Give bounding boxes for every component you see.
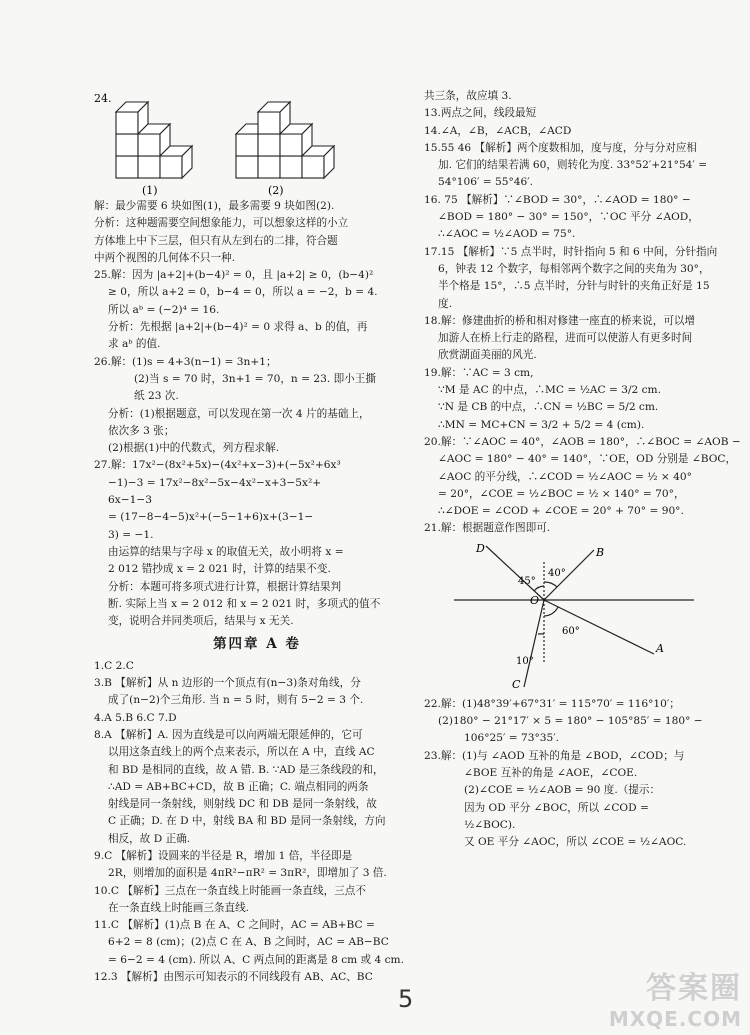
answer-line: 加游人在桥上行走的路程，进而可以使游人有更多时间 bbox=[438, 332, 693, 345]
answer-line: 14.∠A，∠B，∠ACB，∠ACD bbox=[424, 124, 572, 137]
answer-line: C 正确；D. 在 D 中，射线 BA 和 BD 是同一条射线，方向 bbox=[108, 815, 386, 828]
answer-line: ∴AD = AB+BC+CD，故 B 正确；C. 端点相同的两条 bbox=[108, 780, 369, 793]
answer-line: 欣赏湖面美丽的风光. bbox=[438, 349, 537, 362]
answer-line: ∴∠DOE = ∠COD + ∠COE = 20° + 70° = 90°. bbox=[438, 505, 684, 518]
angle-60-label: 60° bbox=[562, 625, 580, 637]
answer-line: (2)∠COE = ½∠AOB = 90 度.（提示： bbox=[464, 784, 661, 797]
chapter-heading: 第四章 A 卷 bbox=[213, 636, 301, 653]
point-O: O bbox=[530, 593, 540, 607]
point-A: A bbox=[656, 641, 664, 655]
answer-line: 共三条，故应填 3. bbox=[424, 90, 512, 102]
answer-line: 加. 它们的结果若满 60，则转化为度. 33°52′+21°54′ = bbox=[438, 159, 708, 172]
answer-line: (2)当 s = 70 时，3n+1 = 70，n = 23. 即小王撕 bbox=[134, 372, 376, 385]
answer-line: 断. 实际上当 x = 2 012 和 x = 2 021 时，多项式的值不 bbox=[108, 597, 381, 610]
answer-line: 以用这条直线上的两个点来表示，所以在 A 中，直线 AC bbox=[108, 746, 375, 759]
answer-line: 所以 aᵇ = (−2)⁴ = 16. bbox=[108, 303, 220, 316]
point-B: B bbox=[596, 545, 605, 559]
answer-line: 相反，故 D 正确. bbox=[108, 832, 191, 845]
answer-line: 在一条直线上时能画三条直线. bbox=[108, 901, 250, 914]
answer-line: 纸 23 次. bbox=[134, 390, 179, 403]
answer-line: 22.解：(1)48°39′+67°31′ = 115°70′ = 116°10′； bbox=[424, 697, 680, 710]
point-C: C bbox=[512, 677, 521, 691]
cube-figure-1 bbox=[116, 102, 192, 178]
answer-line: 6，钟表 12 个数字，每相邻两个数字之间的夹角为 30°， bbox=[438, 262, 710, 275]
watermark-logo bbox=[609, 963, 742, 1031]
answer-line: 25.解：因为 |a+2|+(b−4)² = 0，且 |a+2| ≥ 0，(b−4)² bbox=[94, 269, 374, 282]
answer-line: 6+2 = 8 (cm)；(2)点 C 在 A、B 之间时，AC = AB−BC bbox=[108, 936, 389, 949]
answer-line: 54°106′ = 55°46′. bbox=[438, 176, 534, 189]
answer-line: 12.3 【解析】由图示可知表示的不同线段有 AB、AC、BC bbox=[94, 971, 373, 984]
answer-line: 求 aᵇ 的值. bbox=[108, 338, 161, 351]
answer-line: 半个格是 15°，∴5 点半时，分针与时针的夹角正好是 15 bbox=[438, 280, 710, 293]
answer-line: 20.解：∵∠AOC = 40°，∠AOB = 180°，∴∠BOC = ∠AOB − bbox=[424, 435, 741, 448]
answer-line: ∠BOD = 180° − 30° = 150°，∵OC 平分 ∠AOD， bbox=[438, 211, 699, 224]
answer-line: 3.B 【解析】从 n 边形的一个顶点有(n−3)条对角线，分 bbox=[94, 677, 361, 690]
answer-line: ∠BOE 互补的角是 ∠AOE，∠COE. bbox=[464, 766, 638, 779]
answer-line: 4.A 5.B 6.C 7.D bbox=[94, 711, 177, 724]
answer-line: 17.15 【解析】∵5 点半时，时针指向 5 和 6 中间，分针指向 bbox=[424, 245, 718, 258]
answer-line: 13.两点之间，线段最短 bbox=[424, 107, 537, 120]
answer-line: 8.A 【解析】A. 因为直线是可以向两端无限延伸的，它可 bbox=[94, 728, 363, 741]
answer-line: ∵N 是 CB 的中点，∴CN = ½BC = 5/2 cm. bbox=[438, 401, 659, 414]
answer-line: 15.55 46 【解析】两个度数相加，度与度，分与分对应相 bbox=[424, 141, 698, 154]
answer-line: ½∠BOC). bbox=[464, 818, 516, 831]
cube-figure-2 bbox=[236, 102, 334, 178]
answer-line: 分析：先根据 |a+2|+(b−4)² = 0 求得 a、b 的值，再 bbox=[108, 321, 368, 334]
figure-24-cubes bbox=[94, 88, 420, 198]
watermark-line1: 答案圈 bbox=[646, 971, 742, 1006]
answer-line: (2)180° − 21°17′ × 5 = 180° − 105°85′ = 180° − bbox=[438, 715, 703, 728]
answer-line: 和 BD 是相同的直线，故 A 错. B. ∵AD 是三条线段的和， bbox=[108, 763, 384, 776]
answer-line: 由运算的结果与字母 x 的取值无关，故小明将 x = bbox=[108, 545, 344, 558]
answer-line: ∴∠AOC = ½∠AOD = 75°. bbox=[438, 228, 576, 241]
angle-40-label: 40° bbox=[548, 567, 566, 579]
answer-line: 27.解：17x²−(8x²+5x)−(4x²+x−3)+(−5x²+6x³ bbox=[94, 459, 341, 472]
answer-line: (2)根据(1)中的代数式，列方程求解. bbox=[108, 442, 280, 455]
answer-line: 又 OE 平分 ∠AOC，所以 ∠COE = ½∠AOC. bbox=[464, 836, 687, 849]
answer-line: 2 012 错抄成 x = 2 021 时，计算的结果不变. bbox=[108, 563, 331, 576]
answer-line: 分析：这种题需要空间想象能力，可以想象这样的小立 bbox=[94, 217, 349, 230]
answer-line: 11.C 【解析】(1)点 B 在 A、C 之间时，AC = AB+BC = bbox=[94, 919, 375, 932]
angle-rays bbox=[454, 546, 694, 687]
answer-line: ≥ 0，所以 a+2 = 0，b−4 = 0，所以 a = −2，b = 4. bbox=[108, 286, 378, 299]
angle-45-label: 45° bbox=[518, 575, 536, 587]
fig24-label2: (2) bbox=[268, 184, 284, 197]
page-number: 5 bbox=[398, 985, 414, 1013]
fig24-number: 24. bbox=[94, 92, 112, 105]
answer-line: ∴MN = MC+CN = 3/2 + 5/2 = 4 (cm). bbox=[438, 418, 645, 431]
left-column bbox=[94, 88, 420, 986]
angle-diagram-svg bbox=[454, 542, 714, 692]
answer-line: 18.解：修建曲折的桥和相对修建一座直的桥来说，可以增 bbox=[424, 314, 696, 327]
cube-views-svg bbox=[94, 88, 420, 198]
answer-line: 2R，则增加的面积是 4πR²−πR² = 3πR²，即增加了 3 倍. bbox=[108, 867, 387, 880]
answer-line: 1.C 2.C bbox=[94, 659, 134, 672]
answer-line: 度. bbox=[438, 297, 452, 310]
point-D: D bbox=[476, 541, 485, 555]
figure-21-angles bbox=[454, 542, 744, 692]
answer-line: 成了(n−2)个三角形. 当 n = 5 时，则有 5−2 = 3 个. bbox=[108, 694, 364, 707]
answer-line: 分析：(1)根据题意，可以发现在第一次 4 片的基础上， bbox=[108, 407, 370, 420]
answer-line: 10.C 【解析】三点在一条直线上时能画一条直线，三点不 bbox=[94, 884, 366, 897]
answer-line: 射线是同一条射线，则射线 DC 和 DB 是同一条射线，故 bbox=[108, 798, 377, 811]
answer-line: 21.解：根据题意作图即可. bbox=[424, 522, 551, 535]
answer-line: = (17−8−4−5)x²+(−5−1+6)x+(3−1− bbox=[108, 511, 314, 524]
watermark-line2: MXQE.COM bbox=[608, 1007, 742, 1031]
answer-line: = 20°，∠COE = ½∠BOC = ½ × 140° = 70°， bbox=[438, 487, 685, 500]
answer-line: 中两个视图的几何体不只一种. bbox=[94, 251, 236, 264]
answer-line: ∠AOC = 180° − 40° = 140°，∵OE，OD 分别是 ∠BOC， bbox=[438, 453, 737, 466]
answer-line: 因为 OD 平分 ∠BOC，所以 ∠COD = bbox=[464, 801, 649, 814]
answer-line: 16. 75 【解析】∵∠BOD = 30°，∴∠AOD = 180° − bbox=[424, 193, 691, 206]
answer-line: 6x−1−3 bbox=[108, 494, 152, 507]
answer-line: 23.解：(1)与 ∠AOD 互补的角是 ∠BOD，∠COD；与 bbox=[424, 749, 685, 762]
answer-line: = 6−2 = 4 (cm). 所以 A、C 两点间的距离是 8 cm 或 4 cm. bbox=[108, 953, 404, 966]
answer-line: 106°25′ = 73°35′. bbox=[464, 732, 560, 745]
answer-line: 解：最少需要 6 块如图(1)，最多需要 9 块如图(2). bbox=[94, 200, 335, 212]
answer-line: 分析：本题可将多项式进行计算，根据计算结果判 bbox=[108, 580, 342, 593]
answer-line: 26.解：(1)s = 4+3(n−1) = 3n+1； bbox=[94, 355, 277, 368]
answer-line: 变，说明合并同类项后，结果与 x 无关. bbox=[108, 615, 294, 628]
answer-line: −1)−3 = 17x²−8x²−5x−4x²−x+3−5x²+ bbox=[108, 476, 322, 489]
answer-line: 3) = −1. bbox=[108, 528, 154, 541]
right-column bbox=[424, 88, 744, 851]
fig24-label1: (1) bbox=[142, 184, 158, 197]
answer-line: 19.解：∵AC = 3 cm, bbox=[424, 366, 534, 379]
answer-line: 依次多 3 张； bbox=[108, 424, 175, 437]
answer-line: 方体堆上中下三层，但只有从左到右的二排，符合题 bbox=[94, 234, 338, 247]
angle-10-label: 10° bbox=[516, 655, 534, 667]
answer-line: ∵M 是 AC 的中点，∴MC = ½AC = 3/2 cm. bbox=[438, 384, 661, 397]
answer-line: 9.C 【解析】设圆来的半径是 R，增加 1 倍，半径即是 bbox=[94, 849, 353, 862]
answer-line: ∠AOC 的平分线，∴∠COD = ½∠AOC = ½ × 40° bbox=[438, 470, 692, 483]
